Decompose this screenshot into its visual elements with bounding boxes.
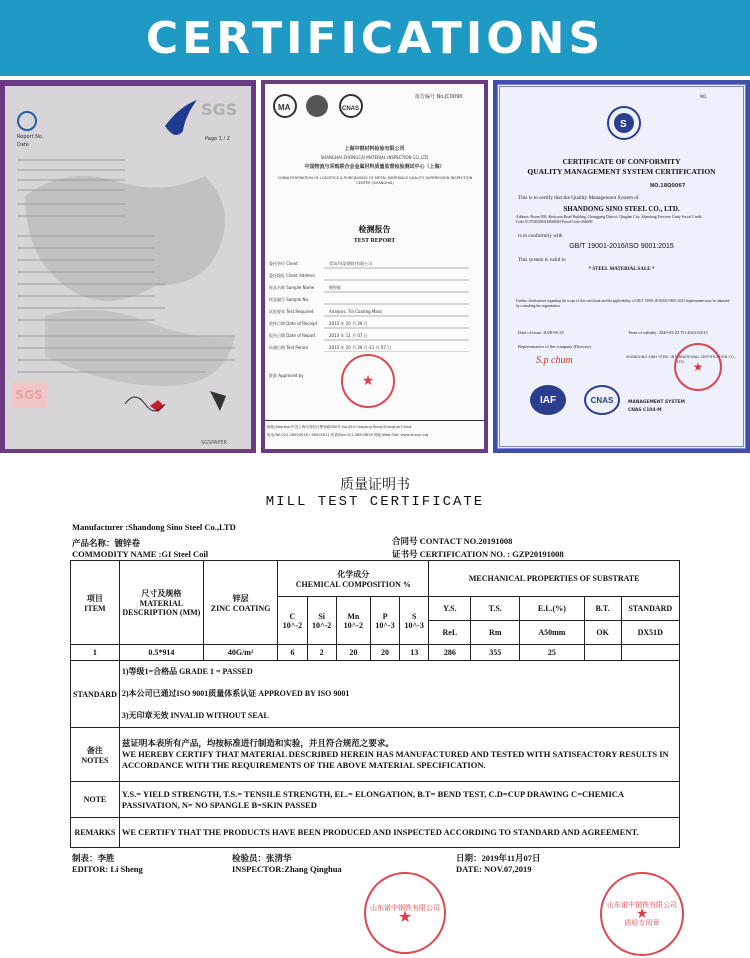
- standard-lines: 1)等级1=合格品 GRADE 1 = PASSED 2)本公司已通过ISO 9001质量体系认证 APPROVED BY ISO 9001 3)无印章无效 INVALID WITHOUT SEAL: [119, 661, 679, 728]
- sgs-logo: SGS: [201, 100, 238, 119]
- company-seal: 山东诺中钢铁有限公司 ★: [364, 872, 446, 954]
- mech-ys: Y.S.: [429, 597, 471, 621]
- mech-standard: STANDARD: [621, 597, 679, 621]
- element-s: S 10^-3: [400, 597, 429, 645]
- test-report-certificate-image: MA CNAS 报告编号 No.JC0090 上海中钢材料检验有限公司 SHANGHAI ZHONGCAI MATERIAL INSPECTION CO.,LTD 中国物流与采购联合会金属材料质量监督检验测试中心（上海） CHINA FEDERATION OF LOGISTICS & PURCHASING OF METAL MATERIALS QUALITY SUPERVISION INSPECTION CENTER (SHANGHAI) 检测报告 TEST REPORT 委托单位 Client 委托地址 Client Address 样品名称 Sample Name 样品编号 Sample No. 试验要求 Test Required 收样日期 Date of Receipt 报告日期 Date of Report 检测日期 Test Period 青岛市(某钢铁)有限公司 镀锌板 Analysis, Tin Coating Mass 2013 年 10 月 29 日 2013 年 11 月 07 日 2013 年 10 月 29 日-11 月 07 日 批准 Approved by ★ 地址/Address:中国上海市普陀区曹杨路450号 No.450 Caoyang Road,Shanghai China 电话/Tel:021-56500018 / 56502611 传真/Fax:021-56503629 网址/Web Site: www.shzcjc.org: [261, 80, 488, 453]
- description-header: 尺寸及规格 MATERIAL DESCRIPTION (MM): [119, 561, 203, 645]
- mtc-table: [70, 560, 680, 848]
- mech-ts: T.S.: [471, 597, 520, 621]
- element-p: P 10^-3: [370, 597, 399, 645]
- editor-cn: 制表：李胜: [72, 853, 115, 863]
- valid-text: This system is valid to: [518, 257, 566, 263]
- mech-rm: Rm: [471, 621, 520, 645]
- issue-date: Date of issue: 2020-05-25: [518, 330, 564, 335]
- certification-agency: SHANDONG SINO STEEL INTERNATIONAL CERTIFICATION CO., LTD.: [626, 355, 736, 364]
- accreditation-logos: [271, 92, 371, 124]
- mtc-title-en: MILL TEST CERTIFICATE: [265, 494, 485, 510]
- footer-contact: 电话/Tel:021-56500018 / 56502611 传真/Fax:021-56503629 网址/Web Site: www.shzcjc.org: [267, 433, 429, 437]
- commodity-name: COMMODITY NAME :GI Steel Coil: [72, 549, 209, 559]
- mech-rel: ReL: [429, 621, 471, 645]
- sgs-paper-footer: SGSPAPER: [201, 440, 227, 446]
- table-row: 1 0.5*914 40G/m² 6 2 20 20 13 286 355 25: [71, 645, 680, 661]
- cnas-number: CNAS C104-M: [628, 408, 662, 413]
- report-title-cn: 检测报告: [358, 225, 391, 234]
- representative-signature: S.p chum: [536, 355, 573, 366]
- certification-no: 证书号 CERTIFICATION NO. : GZP20191008: [392, 549, 564, 559]
- validity-term: Term of validity: 2020-05-25 TO 2023-04-25: [628, 330, 708, 335]
- certificate-title: CERTIFICATE OF CONFORMITY: [562, 157, 681, 166]
- org-name-cn: 上海中钢材料检验有限公司: [344, 146, 405, 152]
- notes-label: 备注 NOTES: [71, 728, 120, 782]
- svg-text:S: S: [620, 119, 627, 130]
- mtc-title-cn: 质量证明书: [340, 478, 410, 493]
- scope-text: * STEEL MATERIAL SALE *: [588, 267, 655, 272]
- report-footer-rule: [265, 420, 484, 421]
- certifications-banner: [0, 0, 750, 76]
- mech-dx51d: DX51D: [621, 621, 679, 645]
- page-indicator: Page 1 / 2: [205, 136, 230, 142]
- mech-el: E.L.(%): [520, 597, 584, 621]
- standard-text: GB/T 19001-2016/ISO 9001:2015: [569, 243, 674, 250]
- center-name-en: CHINA FEDERATION OF LOGISTICS & PURCHASING OF METAL MATERIALS QUALITY SUPERVISION INSPECTION CENTER (SHANGHAI): [277, 176, 473, 185]
- banner-title: CERTIFICATIONS: [145, 12, 605, 64]
- company-name: SHANDONG SINO STEEL CO., LTD.: [563, 205, 680, 213]
- note-text: Y.S.= YIELD STRENGTH, T.S.= TENSILE STRENGTH, EL.= ELONGATION, B.T= BEND TEST, C.D=CUP DRAWING C=CHEMICA PASSIVATION, N= NO SPANGLE B=SKIN PASSED: [119, 782, 679, 818]
- mech-bt: B.T.: [584, 597, 621, 621]
- element-c: C 10^-2: [278, 597, 307, 645]
- certify-text: This is to certify that the Quality Management System of: [518, 195, 639, 201]
- quality-inspection-seal: 山东诺中钢铁有限公司 ★ 质检专用章: [600, 872, 684, 956]
- test-report-seal: ★: [341, 354, 395, 408]
- mechanical-header: MECHANICAL PROPERTIES OF SUBSTRATE: [429, 561, 680, 597]
- standard-label: STANDARD: [71, 661, 120, 728]
- mech-a50: A50mm: [520, 621, 584, 645]
- quality-management-certificate-image: [493, 80, 750, 453]
- remarks-label: REMARKS: [71, 818, 120, 848]
- company-address: Address: Room 903, Shuiyuan Road Building, Changgang District, Qingdao City, Shandong Province Unity Social Credit Code:91370202MA3M4B4H Postal Code:266000: [516, 215, 702, 224]
- cnas-logo: CNAS: [584, 385, 620, 415]
- chemical-header: 化学成分 CHEMICAL COMPOSITION %: [278, 561, 429, 597]
- conformity-text: is in conformity with: [518, 233, 563, 239]
- report-title-en: TEST REPORT: [353, 238, 396, 244]
- footer-address: 地址/Address:中国上海市普陀区曹杨路450号 No.450 Caoyang Road,Shanghai China: [267, 425, 412, 429]
- report-date: Date: [17, 142, 29, 148]
- reg-no: NO.: [700, 94, 708, 99]
- editor: EDITOR: Li Sheng: [72, 864, 143, 874]
- product-name-cn: 产品名称：镀锌卷: [72, 538, 141, 548]
- management-system-label: MANAGEMENT SYSTEM: [628, 400, 685, 405]
- date-cn: 日期：2019年11月07日: [456, 853, 541, 863]
- sgs-stamp: SGS: [11, 382, 47, 408]
- zinc-header: 锌层 ZINC COATING: [203, 561, 278, 645]
- item-header: 项目 ITEM: [71, 561, 120, 645]
- mill-test-certificate: [0, 468, 750, 958]
- certificate-subtitle: QUALITY MANAGEMENT SYSTEM CERTIFICATION: [527, 167, 716, 176]
- mech-ok: OK: [584, 621, 621, 645]
- report-number: 报告编号 No.JC0090: [415, 94, 463, 100]
- svg-text:MA: MA: [278, 103, 291, 112]
- center-name-cn: 中国物流与采购联合会金属材料质量监督检验测试中心（上海）: [304, 164, 445, 170]
- representative-label: Representative of the company (Director): [518, 344, 592, 349]
- certificate-no: NO.18Q0067: [650, 183, 686, 189]
- agency-seal: ★: [674, 343, 722, 391]
- svg-text:CNAS: CNAS: [342, 106, 360, 112]
- manufacturer: Manufacturer :Shandong Sino Steel Co.,LTD: [72, 522, 236, 532]
- inspector: INSPECTOR:Zhang Qinghua: [232, 864, 342, 874]
- notes-text: 兹证明本表所有产品，均按标准进行制造和实验，并且符合规范之要求。 WE HEREBY CERTIFY THAT MATERIAL DESCRIBED HEREIN HAS MANUFACTURED AND TESTED WITH SATISFACTORY RESULTS IN ACCORDANCE WITH THE REQUIREMENTS OF THE ABOVE MATERIAL SPECIFICATION.: [119, 728, 679, 782]
- remarks-text: WE CERTIFY THAT THE PRODUCTS HAVE BEEN PRODUCED AND INSPECTED ACCORDING TO STANDARD AND AGREEMENT.: [119, 818, 679, 848]
- note-label: NOTE: [71, 782, 120, 818]
- org-name-en: SHANGHAI ZHONGCAI MATERIAL INSPECTION CO.,LTD: [320, 155, 429, 160]
- report-no: Report No.: [17, 134, 44, 140]
- further-text: Further clarifications regarding the scope of this certificate and the applicability of GB/T 19001-2016/ISO 9001:2015 requirements may be obtained by consulting the organization.: [516, 299, 730, 308]
- certification-body-logo: [606, 105, 642, 141]
- inspector-cn: 检验员：张清华: [232, 853, 292, 863]
- date: DATE: NOV.07,2019: [456, 864, 532, 874]
- element-si: Si 10^-2: [307, 597, 336, 645]
- approved-by: 批准 Approved by: [269, 373, 304, 378]
- contract-no: 合同号 CONTACT NO.20191008: [392, 536, 513, 546]
- element-mn: Mn 10^-2: [336, 597, 370, 645]
- iaf-logo: IAF: [530, 385, 566, 415]
- sgs-certificate-image: [0, 80, 256, 453]
